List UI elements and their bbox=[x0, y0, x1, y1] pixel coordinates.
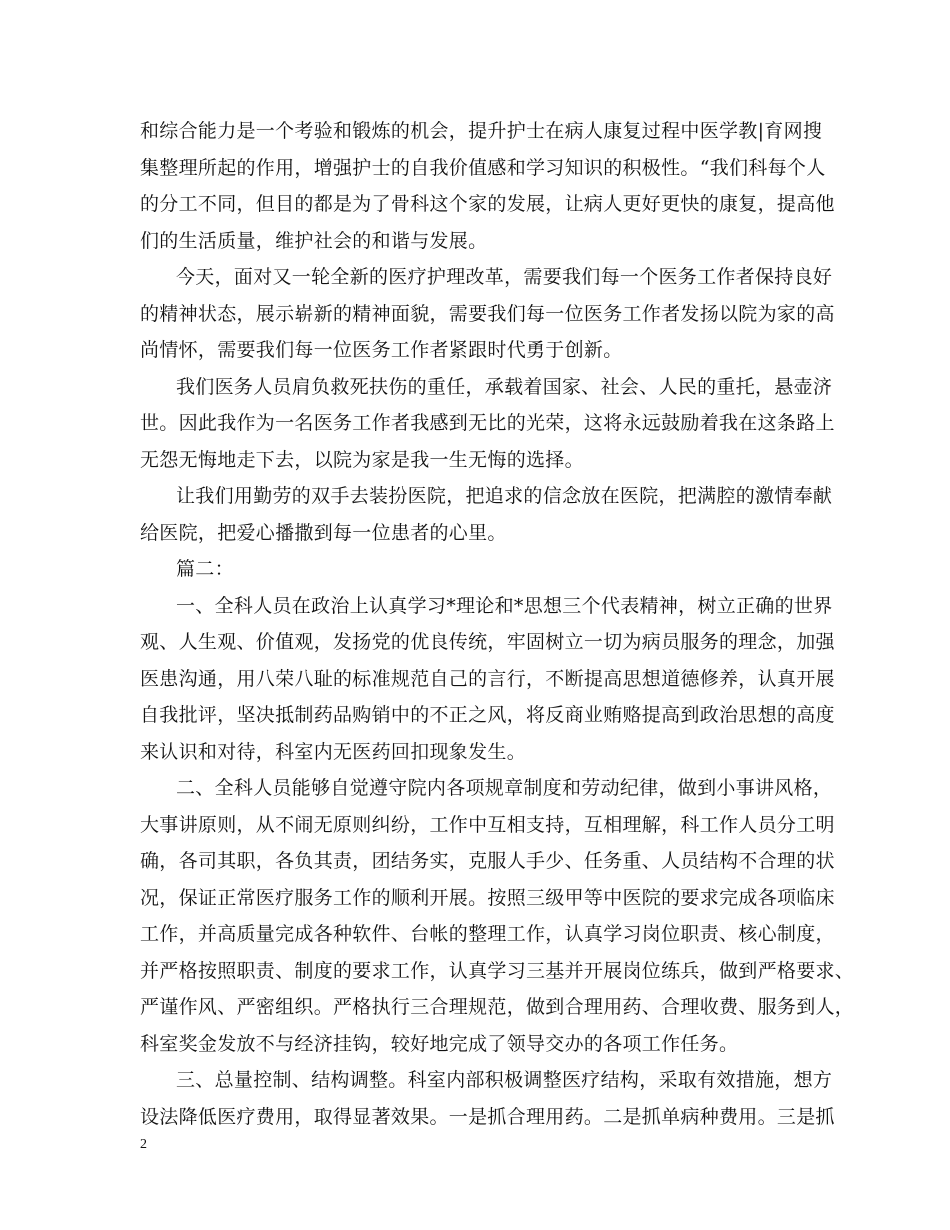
text-line: 医患沟通，用八荣八耻的标准规范自己的言行，不断提高思想道德修养，认真开展 bbox=[140, 667, 835, 690]
text-line: 让我们用勤劳的双手去装扮医院，把追求的信念放在医院，把满腔的激情奉献 bbox=[176, 485, 833, 507]
text-line: 设法降低医疗费用，取得显著效果。一是抓合理用药。二是抓单病种费用。三是抓 bbox=[140, 1105, 835, 1128]
text-line: 世。因此我作为一名医务工作者我感到无比的光荣，这将永远鼓励着我在这条路上 bbox=[140, 412, 835, 434]
paragraph-3 bbox=[140, 369, 835, 479]
text-line: 二、全科人员能够自觉遵守院内各项规章制度和劳动纪律，做到小事讲风格， bbox=[176, 777, 833, 799]
text-line: 科室奖金发放不与经济挂钩，较好地完成了领导交办的各项工作任务。 bbox=[140, 1032, 739, 1055]
text-line: 并严格按照职责、制度的要求工作，认真学习三基并开展岗位练兵，做到严格要求、 bbox=[140, 959, 855, 982]
text-line: 三、总量控制、结构调整。科室内部积极调整医疗结构，采取有效措施，想方 bbox=[176, 1069, 833, 1091]
paragraph-5 bbox=[140, 588, 835, 771]
paragraph-2 bbox=[140, 259, 835, 369]
text-line: 的分工不同，但目的都是为了骨科这个家的发展，让病人更好更快的康复，提高他 bbox=[140, 193, 835, 215]
text-line: 篇二： bbox=[176, 558, 234, 580]
text-line: 自我批评，坚决抵制药品购销中的不正之风，将反商业贿赂提高到政治思想的高度 bbox=[140, 704, 835, 726]
page-number: 2 bbox=[140, 1137, 147, 1152]
text-line: 大事讲原则，从不闹无原则纠纷，工作中互相支持，互相理解，科工作人员分工明 bbox=[140, 813, 835, 836]
text-line: 确，各司其职，各负其责，团结务实，克服人手少、任务重、人员结构不合理的状 bbox=[140, 850, 835, 872]
text-line: 和综合能力是一个考验和锻炼的机会，提升护士在病人康复过程中医学教|育网搜 bbox=[140, 120, 823, 142]
text-line: 给医院，把爱心播撒到每一位患者的心里。 bbox=[140, 521, 507, 544]
text-line: 无怨无悔地走下去，以院为家是我一生无悔的选择。 bbox=[140, 448, 584, 471]
text-line: 况，保证正常医疗服务工作的顺利开展。按照三级甲等中医院的要求完成各项临床 bbox=[140, 886, 835, 909]
paragraph-1 bbox=[140, 113, 835, 259]
text-line: 们的生活质量，维护社会的和谐与发展。 bbox=[140, 229, 488, 252]
text-line: 严谨作风、严密组织。严格执行三合理规范，做到合理用药、合理收费、服务到人， bbox=[140, 996, 855, 1018]
text-line: 我们医务人员肩负救死扶伤的重任，承载着国家、社会、人民的重托，悬壶济 bbox=[176, 375, 833, 398]
text-line: 今天，面对又一轮全新的医疗护理改革，需要我们每一个医务工作者保持良好 bbox=[176, 266, 833, 288]
text-line: 观、人生观、价值观，发扬党的优良传统，牢固树立一切为病员服务的理念，加强 bbox=[140, 631, 835, 653]
document-body bbox=[140, 113, 855, 1135]
text-line: 工作，并高质量完成各种软件、台帐的整理工作，认真学习岗位职责、核心制度， bbox=[140, 923, 835, 945]
section-heading bbox=[140, 551, 825, 588]
paragraph-4 bbox=[140, 478, 833, 551]
text-line: 一、全科人员在政治上认真学习*理论和*思想三个代表精神，树立正确的世界 bbox=[176, 594, 833, 617]
text-line: 集整理所起的作用，增强护士的自我价值感和学习知识的积极性。“我们科每个人 bbox=[140, 156, 826, 179]
text-line: 来认识和对待，科室内无医药回扣现象发生。 bbox=[140, 740, 527, 763]
paragraph-7 bbox=[140, 1062, 835, 1135]
text-line: 的精神状态，展示崭新的精神面貌，需要我们每一位医务工作者发扬以院为家的高 bbox=[140, 302, 835, 325]
text-line: 尚情怀，需要我们每一位医务工作者紧跟时代勇于创新。 bbox=[140, 339, 623, 361]
paragraph-6 bbox=[140, 770, 855, 1062]
